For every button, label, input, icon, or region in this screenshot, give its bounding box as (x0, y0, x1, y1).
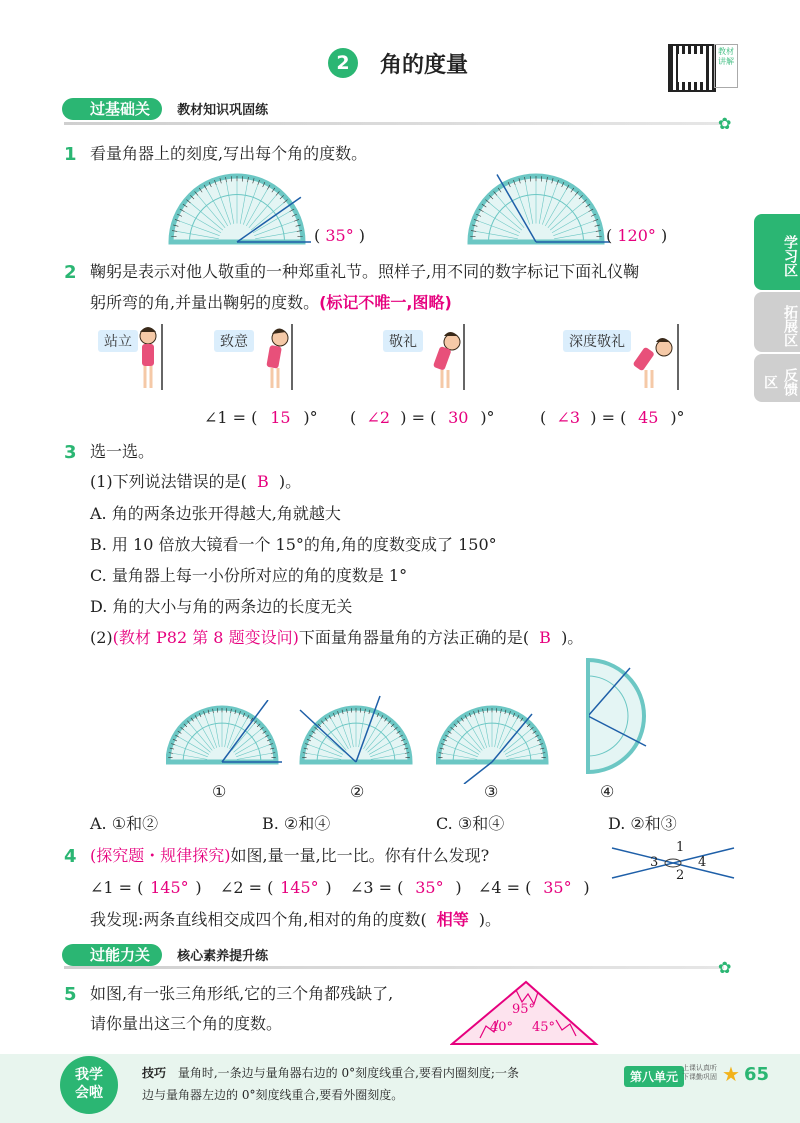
leaf-icon: ✿ (718, 114, 732, 133)
section2-divider (64, 966, 724, 969)
footer-tip: 技巧 量角时,一条边与量角器右边的 0°刻度线重合,要看内圈刻度;一条 边与量角器左边的 0°刻度线重合,要看外圈刻度。 (142, 1066, 519, 1102)
q2-blank-1: ∠1 = ( 15 )° (204, 408, 318, 427)
q3-part1-prompt: (1)下列说法错误的是( B )。 (90, 472, 302, 491)
girl-greeting-figure (256, 322, 300, 392)
q5-angle-left: 40° (490, 1020, 514, 1035)
q4-intersecting-lines-figure (610, 838, 736, 888)
q2-text-line2: 躬所弯的角,并量出鞠躬的度数。(标记不唯一,图略) (90, 293, 452, 312)
q1-protractor-2 (462, 168, 610, 248)
footer-slogan: 上课认真听 下课勤巩固 (682, 1064, 717, 1081)
girl-deep-bow-figure (624, 322, 684, 392)
qr-code-icon[interactable] (668, 44, 716, 92)
q1-answer-2-value: 120° (617, 226, 656, 245)
q3-protractor-3 (436, 700, 552, 784)
q4-angle-3-value: 35° (415, 878, 444, 897)
q2-blank-2: ( ∠2 ) = ( 30 )° (350, 408, 495, 427)
q1-protractor-1 (163, 168, 311, 248)
q3-figure-label-3: ③ (484, 782, 499, 801)
lesson-number: 2 (328, 48, 358, 78)
q4-finding: 我发现:两条直线相交成四个角,相对的角的度数( 相等 )。 (90, 910, 501, 929)
q3-option-b: B. 用 10 倍放大镜看一个 15°的角,角的度数变成了 150° (90, 535, 497, 554)
page-number: 65 (744, 1064, 770, 1085)
q2-blank-2-value: 30 (448, 408, 469, 427)
q3-figure-label-2: ② (350, 782, 365, 801)
q3-figure-label-4: ④ (600, 782, 615, 801)
section2-subtitle: 核心素养提升练 (177, 949, 269, 964)
q4-tag: (探究题・规律探究) (90, 846, 231, 865)
q5-text-line2: 请你量出这三个角的度数。 (90, 1014, 283, 1033)
q1-answer-1: ( 35° ) (314, 226, 366, 245)
footer-badge: 我学 会啦 (60, 1056, 118, 1114)
q2-note: (标记不唯一,图略) (319, 293, 452, 312)
q4-fig-label-2: 2 (676, 868, 685, 883)
q4-prompt: (探究题・规律探究)如图,量一量,比一比。你有什么发现? (90, 846, 490, 865)
q4-angle-2-value: 145° (280, 878, 319, 897)
q3-number: 3 (64, 442, 77, 463)
q3-text: 选一选。 (90, 442, 155, 461)
qr-side-label: 教材讲解 (714, 44, 738, 88)
q4-angle-4-value: 35° (543, 878, 572, 897)
q3-protractor-4 (586, 658, 650, 776)
q5-text-line1: 如图,有一张三角形纸,它的三个角都残缺了, (90, 984, 394, 1003)
q4-fig-label-3: 3 (650, 855, 659, 870)
girl-standing-figure (130, 322, 170, 392)
q5-angle-right: 45° (532, 1020, 556, 1035)
pose-label-deep-bow: 深度敬礼 (563, 330, 631, 352)
q1-number: 1 (64, 144, 77, 165)
page-title: 角的度量 (380, 53, 469, 78)
q3-figure-label-1: ① (212, 782, 227, 801)
q2-blank-1-value: 15 (270, 408, 291, 427)
q4-angle-1: ∠1 = ( 145° ) (90, 878, 202, 897)
q3-part2-option-c: C. ③和④ (436, 814, 505, 833)
unit-tag: 第八单元 (624, 1066, 684, 1087)
section1-subtitle: 教材知识巩固练 (177, 103, 269, 118)
girl-salute-figure (426, 322, 470, 392)
tab-extend[interactable]: 拓展区 (754, 292, 800, 352)
leaf-icon: ✿ (718, 958, 732, 977)
q3-part2-option-b: B. ②和④ (262, 814, 331, 833)
q3-option-c: C. 量角器上每一小份所对应的角的度数是 1° (90, 566, 408, 585)
pose-label-salute: 敬礼 (383, 330, 423, 352)
q4-finding-answer: 相等 (436, 910, 469, 929)
q3-part2-answer: B (539, 628, 551, 647)
q2-blank-3-value: 45 (638, 408, 659, 427)
q1-text: 看量角器上的刻度,写出每个角的度数。 (90, 144, 368, 163)
q3-protractor-1 (166, 700, 282, 766)
pose-label-standing: 站立 (98, 330, 138, 352)
q5-angle-top: 95° (512, 1002, 536, 1017)
q4-fig-label-4: 4 (698, 855, 707, 870)
q3-protractor-2 (296, 694, 416, 766)
q1-answer-1-value: 35° (325, 226, 354, 245)
q3-part2-option-a: A. ①和② (90, 814, 159, 833)
star-mascot-icon: ★ (722, 1062, 740, 1086)
q4-number: 4 (64, 846, 77, 867)
q4-angle-1-value: 145° (150, 878, 189, 897)
q1-answer-2: ( 120° ) (606, 226, 668, 245)
q3-part2-option-d: D. ②和③ (608, 814, 677, 833)
section2-badge: 过能力关 (62, 944, 162, 966)
pose-label-greeting: 致意 (214, 330, 254, 352)
tab-feedback[interactable]: 反馈区 (754, 354, 800, 402)
q4-angle-2: ∠2 = ( 145° ) (220, 878, 332, 897)
q3-option-a: A. 角的两条边张开得越大,角就越大 (90, 504, 341, 523)
section1-header (62, 98, 268, 119)
q4-fig-label-1: 1 (676, 840, 685, 855)
section2-header (62, 944, 268, 965)
q2-blank-3-mark: ∠3 (556, 408, 581, 427)
section1-badge: 过基础关 (62, 98, 162, 120)
q3-part2-prompt: (2)(教材 P82 第 8 题变设问)下面量角器量角的方法正确的是( B )。 (90, 628, 584, 647)
q2-number: 2 (64, 262, 77, 283)
q5-number: 5 (64, 984, 77, 1005)
tab-study[interactable]: 学习区 (754, 214, 800, 290)
section1-divider (64, 122, 724, 125)
q3-option-d: D. 角的大小与角的两条边的长度无关 (90, 597, 353, 616)
q2-text-line1: 鞠躬是表示对他人敬重的一种郑重礼节。照样子,用不同的数字标记下面礼仪鞠 (90, 262, 640, 281)
q2-blank-2-mark: ∠2 (366, 408, 391, 427)
q4-angle-3: ∠3 = ( 35° ) (350, 878, 462, 897)
q3-part2-source: (教材 P82 第 8 题变设问) (112, 628, 299, 647)
tip-label: 技巧 (142, 1066, 167, 1080)
q2-blank-3: ( ∠3 ) = ( 45 )° (540, 408, 685, 427)
q4-angle-4: ∠4 = ( 35° ) (478, 878, 590, 897)
q3-part1-answer: B (257, 472, 269, 491)
